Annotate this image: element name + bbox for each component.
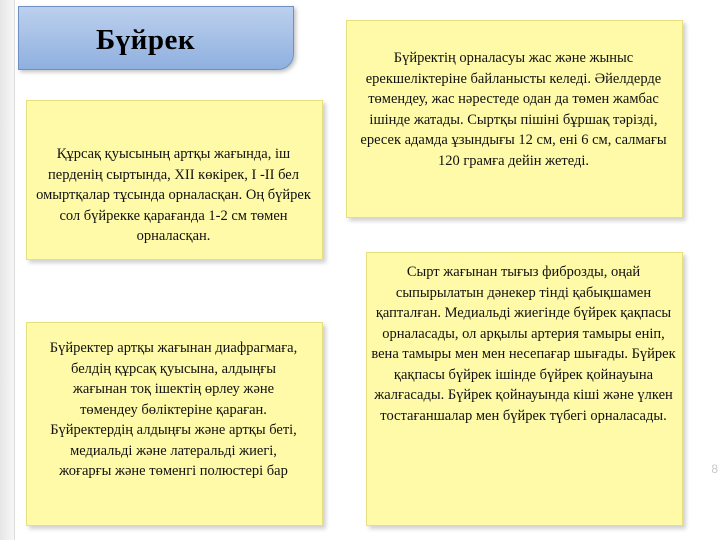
capsule-text: Сырт жағынан тығыз фиброзды, оңай сыпырылатын дәнекер тіндi қабықшамен қапталған. Медиальді жиегінде бүйрек қақпасы орналасады, ол арқылы артерия тамыры еніп, вена тамыры мен мен несепағар шығады. Бүйрек қақпасы бүйрек ішінде бүйрек қойнауына жалғасады. Бүйрек қойнауында кіші және үлкен тостағаншалар мен бүйрек түбегі орналасады. [371,264,676,424]
position-text: Бүйректің орналасуы жас және жыныс ерекшеліктеріне байланысты келеді. Әйелдерде төмендеу, жас нәрестеде одан да төмен жамбас ішінде жатады. Сыртқы пішіні бұршақ тәрізді, ересек адамда ұзындығы 12 см, ені 6 см, салмағы 120 грамға дейін жетеді. [360,50,667,169]
slide-title: Бүйрек [96,24,196,56]
location-text: Құрсақ қуысының артқы жағында, іш перденің сыртында, ХІІ көкірек, І -ІІ бел омыртқалар тұсында орналасқан. Оң бүйрек сол бүйрекке қарағанда 1-2 см төмен орналасқан. [36,146,311,244]
surfaces-text: Бүйректер артқы жағынан диафрагмаға, белдің құрсақ қуысына, алдыңғы жағынан тоқ ішектің өрлеу және төмендеу бөліктеріне қараған. Бүйректердің алдыңғы және артқы беті, медиальді және латеральді жиегі, жоғарғы және төменгі полюстері бар [49,340,298,479]
slide-left-border [0,0,15,540]
page-number: 8 [711,462,718,476]
